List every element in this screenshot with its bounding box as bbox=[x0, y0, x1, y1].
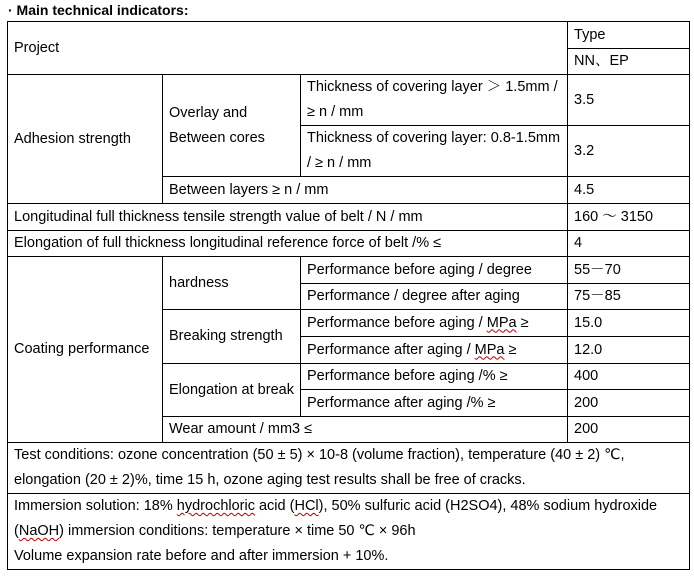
elongation-reference-value: 4 bbox=[568, 231, 690, 257]
covering-thick-value: 3.5 bbox=[568, 75, 690, 126]
wear-amount-label: Wear amount / mm3 ≤ bbox=[163, 417, 568, 443]
test-conditions-note: Test conditions: ozone concentration (50 ± 5) × 10-8 (volume fraction), temperature (40 ± 2) ℃, elongation (20 ± 2)%, time 15 h, ozone aging test results shall be free of cracks. bbox=[8, 443, 690, 494]
immersion-line-2: Volume expansion rate before and after immersion + 10%. bbox=[14, 548, 389, 564]
breaking-after-desc bbox=[301, 337, 568, 364]
elong-before-desc: Performance before aging /% ≥ bbox=[301, 364, 568, 390]
type-header: Type bbox=[568, 22, 690, 49]
type-value: NN、EP bbox=[568, 49, 690, 75]
adhesion-strength-label: Adhesion strength bbox=[8, 75, 163, 204]
table-row bbox=[8, 231, 690, 257]
hardness-after-desc: Performance / degree after aging bbox=[301, 284, 568, 310]
immersion-text-2: hydrochloric bbox=[176, 498, 255, 514]
breaking-after-prefix: Performance after aging / bbox=[307, 341, 475, 358]
covering-thin-desc: Thickness of covering layer: 0.8-1.5mm / ≥ n / mm bbox=[301, 126, 568, 177]
breaking-before-prefix: Performance before aging / bbox=[307, 314, 487, 331]
breaking-after-suffix: ≥ bbox=[504, 341, 517, 358]
wear-amount-value: 200 bbox=[568, 417, 690, 443]
breaking-before-value: 15.0 bbox=[568, 310, 690, 337]
immersion-text-6: NaOH bbox=[18, 523, 60, 539]
elong-before-value: 400 bbox=[568, 364, 690, 390]
table-row bbox=[8, 257, 690, 284]
breaking-before-suffix: ≥ bbox=[516, 314, 529, 331]
breaking-after-unit: MPa bbox=[474, 341, 505, 358]
technical-indicators-table bbox=[7, 21, 690, 570]
hardness-label: hardness bbox=[163, 257, 301, 310]
longitudinal-strength-label: Longitudinal full thickness tensile strength value of belt / N / mm bbox=[8, 204, 568, 231]
immersion-text-5: ), 50% sulfuric acid (H2SO4), 48% sodium hydroxide ( bbox=[14, 498, 658, 539]
coating-performance-label: Coating performance bbox=[8, 257, 163, 443]
longitudinal-strength-value: 160 ～ 3150 bbox=[568, 204, 690, 231]
hardness-after-value: 75－85 bbox=[568, 284, 690, 310]
immersion-text-3: acid ( bbox=[254, 498, 295, 514]
breaking-after-value: 12.0 bbox=[568, 337, 690, 364]
elongation-reference-label: Elongation of full thickness longitudinal reference force of belt /% ≤ bbox=[8, 231, 568, 257]
hardness-before-desc: Performance before aging / degree bbox=[301, 257, 568, 284]
project-header: Project bbox=[8, 22, 568, 75]
overlay-between-cores-label: Overlay and Between cores bbox=[163, 75, 301, 177]
table-row bbox=[8, 443, 690, 494]
section-heading: · Main technical indicators: bbox=[8, 2, 189, 18]
elong-after-desc: Performance after aging /% ≥ bbox=[301, 390, 568, 417]
immersion-note bbox=[8, 494, 690, 570]
elong-after-value: 200 bbox=[568, 390, 690, 417]
elongation-at-break-label: Elongation at break bbox=[163, 364, 301, 417]
covering-thick-desc: Thickness of covering layer ＞ 1.5mm / ≥ n / mm bbox=[301, 75, 568, 126]
between-layers-label: Between layers ≥ n / mm bbox=[163, 177, 568, 204]
breaking-before-desc bbox=[301, 310, 568, 337]
between-layers-value: 4.5 bbox=[568, 177, 690, 204]
immersion-text-1: Immersion solution: 18% bbox=[14, 498, 177, 514]
breaking-strength-label: Breaking strength bbox=[163, 310, 301, 364]
immersion-text-7: ) immersion conditions: temperature × time 50 ℃ × 96h bbox=[59, 523, 416, 539]
breaking-before-unit: MPa bbox=[486, 314, 517, 331]
table-row bbox=[8, 494, 690, 570]
table-row bbox=[8, 204, 690, 231]
immersion-text-4: HCl bbox=[294, 498, 319, 514]
hardness-before-value: 55－70 bbox=[568, 257, 690, 284]
table-row bbox=[8, 22, 690, 49]
table-row bbox=[8, 75, 690, 126]
covering-thin-value: 3.2 bbox=[568, 126, 690, 177]
